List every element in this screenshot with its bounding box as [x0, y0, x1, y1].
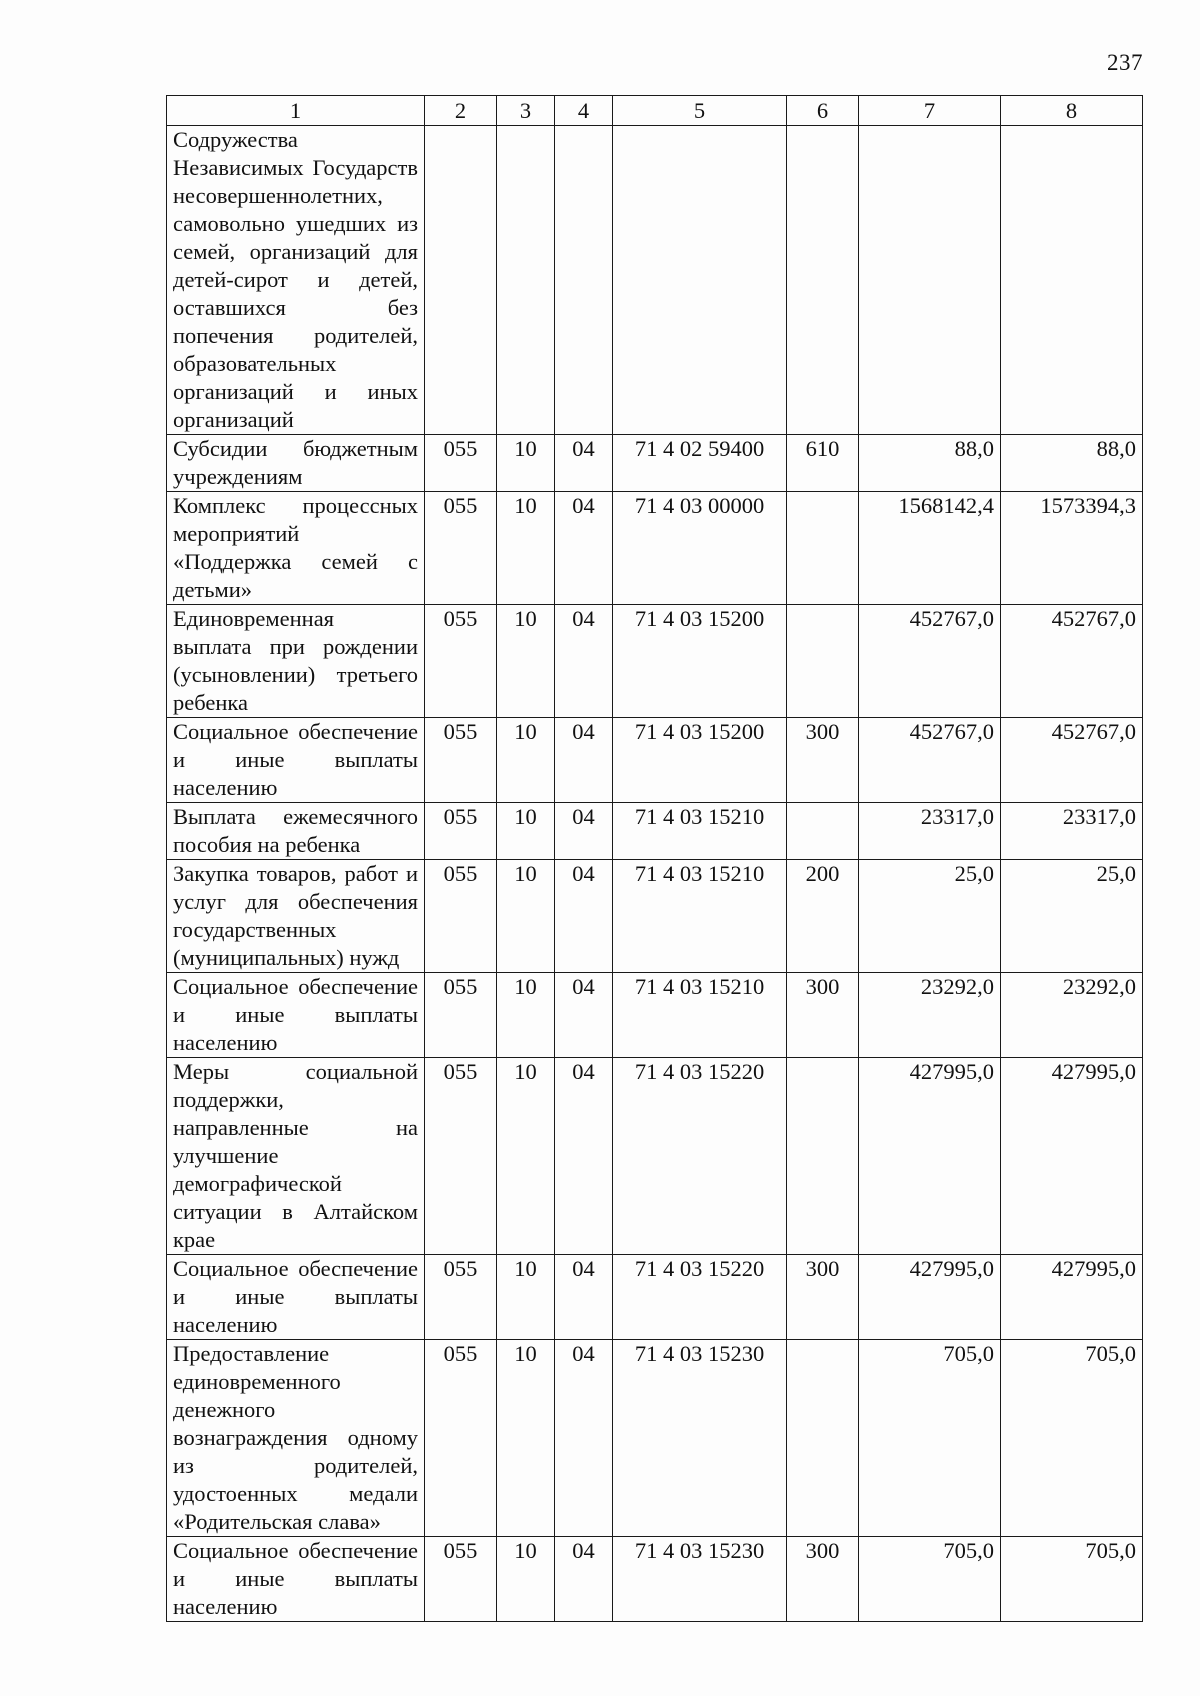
column-header: 7 [859, 96, 1001, 126]
row-description-cell: Социальное обеспечение и иные выплаты населению [167, 1537, 425, 1622]
target-article-cell: 71 4 03 15210 [613, 973, 787, 1058]
amount-year-2-cell: 88,0 [1001, 435, 1143, 492]
row-description-cell: Выплата ежемесячного пособия на ребенка [167, 803, 425, 860]
table-header-row [167, 96, 1143, 126]
amount-year-1-cell: 1568142,4 [859, 492, 1001, 605]
section-cell: 10 [497, 1255, 555, 1340]
target-article-cell: 71 4 02 59400 [613, 435, 787, 492]
column-header: 5 [613, 96, 787, 126]
amount-year-2-cell: 452767,0 [1001, 718, 1143, 803]
amount-year-2-cell: 25,0 [1001, 860, 1143, 973]
row-description-cell: Меры социальной поддержки, направленные на улучшение демографической ситуации в Алтайском крае [167, 1058, 425, 1255]
ministry-code-cell: 055 [425, 492, 497, 605]
ministry-code-cell: 055 [425, 435, 497, 492]
ministry-code-cell: 055 [425, 1255, 497, 1340]
amount-year-1-cell: 88,0 [859, 435, 1001, 492]
row-description-cell: Предоставление единовременного денежного вознаграждения одному из родителей, удостоенных медали «Родительская слава» [167, 1340, 425, 1537]
amount-year-1-cell: 25,0 [859, 860, 1001, 973]
table-row [167, 1537, 1143, 1622]
ministry-code-cell: 055 [425, 605, 497, 718]
section-cell: 10 [497, 1340, 555, 1537]
ministry-code-cell: 055 [425, 1058, 497, 1255]
table-row [167, 718, 1143, 803]
amount-year-2-cell: 23292,0 [1001, 973, 1143, 1058]
expense-type-cell: 300 [787, 973, 859, 1058]
amount-year-1-cell: 705,0 [859, 1537, 1001, 1622]
column-header: 1 [167, 96, 425, 126]
ministry-code-cell: 055 [425, 973, 497, 1058]
subsection-cell: 04 [555, 1537, 613, 1622]
table-row [167, 1340, 1143, 1537]
amount-year-1-cell: 452767,0 [859, 605, 1001, 718]
amount-year-1-cell: 705,0 [859, 1340, 1001, 1537]
section-cell: 10 [497, 860, 555, 973]
column-header: 6 [787, 96, 859, 126]
target-article-cell: 71 4 03 15200 [613, 605, 787, 718]
amount-year-2-cell: 452767,0 [1001, 605, 1143, 718]
column-header: 3 [497, 96, 555, 126]
amount-year-1-cell: 23317,0 [859, 803, 1001, 860]
target-article-cell: 71 4 03 15210 [613, 860, 787, 973]
column-header: 4 [555, 96, 613, 126]
ministry-code-cell: 055 [425, 1340, 497, 1537]
row-description-cell: Социальное обеспечение и иные выплаты населению [167, 718, 425, 803]
amount-year-2-cell: 23317,0 [1001, 803, 1143, 860]
budget-table [166, 95, 1143, 1622]
target-article-cell: 71 4 03 15230 [613, 1537, 787, 1622]
column-header: 2 [425, 96, 497, 126]
subsection-cell: 04 [555, 1255, 613, 1340]
ministry-code-cell: 055 [425, 1537, 497, 1622]
amount-year-2-cell [1001, 126, 1143, 435]
section-cell: 10 [497, 605, 555, 718]
subsection-cell: 04 [555, 973, 613, 1058]
expense-type-cell [787, 803, 859, 860]
target-article-cell: 71 4 03 15230 [613, 1340, 787, 1537]
subsection-cell: 04 [555, 1058, 613, 1255]
section-cell: 10 [497, 718, 555, 803]
expense-type-cell: 300 [787, 718, 859, 803]
row-description-cell: Закупка товаров, работ и услуг для обеспечения государственных (муниципальных) нужд [167, 860, 425, 973]
subsection-cell [555, 126, 613, 435]
section-cell: 10 [497, 803, 555, 860]
target-article-cell: 71 4 03 15220 [613, 1255, 787, 1340]
expense-type-cell: 200 [787, 860, 859, 973]
expense-type-cell: 610 [787, 435, 859, 492]
ministry-code-cell [425, 126, 497, 435]
section-cell: 10 [497, 435, 555, 492]
amount-year-2-cell: 705,0 [1001, 1537, 1143, 1622]
section-cell: 10 [497, 1058, 555, 1255]
amount-year-1-cell: 427995,0 [859, 1255, 1001, 1340]
table-row [167, 435, 1143, 492]
section-cell: 10 [497, 492, 555, 605]
table-row [167, 492, 1143, 605]
table-row [167, 1058, 1143, 1255]
amount-year-2-cell: 427995,0 [1001, 1058, 1143, 1255]
section-cell: 10 [497, 973, 555, 1058]
table-row [167, 803, 1143, 860]
row-description-cell: Социальное обеспечение и иные выплаты населению [167, 1255, 425, 1340]
subsection-cell: 04 [555, 492, 613, 605]
amount-year-2-cell: 705,0 [1001, 1340, 1143, 1537]
expense-type-cell [787, 126, 859, 435]
target-article-cell: 71 4 03 15200 [613, 718, 787, 803]
ministry-code-cell: 055 [425, 860, 497, 973]
subsection-cell: 04 [555, 605, 613, 718]
row-description-cell: Социальное обеспечение и иные выплаты населению [167, 973, 425, 1058]
amount-year-1-cell: 23292,0 [859, 973, 1001, 1058]
amount-year-1-cell: 427995,0 [859, 1058, 1001, 1255]
expense-type-cell: 300 [787, 1537, 859, 1622]
table-row [167, 126, 1143, 435]
target-article-cell: 71 4 03 00000 [613, 492, 787, 605]
section-cell: 10 [497, 1537, 555, 1622]
amount-year-1-cell: 452767,0 [859, 718, 1001, 803]
table-row [167, 973, 1143, 1058]
target-article-cell: 71 4 03 15220 [613, 1058, 787, 1255]
ministry-code-cell: 055 [425, 803, 497, 860]
row-description-cell: Комплекс процессных мероприятий «Поддержка семей с детьми» [167, 492, 425, 605]
target-article-cell: 71 4 03 15210 [613, 803, 787, 860]
column-header: 8 [1001, 96, 1143, 126]
subsection-cell: 04 [555, 1340, 613, 1537]
page-number: 237 [1107, 50, 1143, 75]
ministry-code-cell: 055 [425, 718, 497, 803]
row-description-cell: Содружества Независимых Государств несовершеннолетних, самовольно ушедших из семей, организаций для детей-сирот и детей, оставшихся без попечения родителей, образовательных организаций и иных организаций [167, 126, 425, 435]
subsection-cell: 04 [555, 803, 613, 860]
expense-type-cell [787, 1058, 859, 1255]
amount-year-2-cell: 427995,0 [1001, 1255, 1143, 1340]
expense-type-cell [787, 605, 859, 718]
target-article-cell [613, 126, 787, 435]
amount-year-1-cell [859, 126, 1001, 435]
subsection-cell: 04 [555, 718, 613, 803]
section-cell [497, 126, 555, 435]
expense-type-cell [787, 1340, 859, 1537]
table-row [167, 1255, 1143, 1340]
table-body [167, 126, 1143, 1622]
amount-year-2-cell: 1573394,3 [1001, 492, 1143, 605]
row-description-cell: Единовременная выплата при рождении (усыновлении) третьего ребенка [167, 605, 425, 718]
expense-type-cell [787, 492, 859, 605]
subsection-cell: 04 [555, 435, 613, 492]
row-description-cell: Субсидии бюджетным учреждениям [167, 435, 425, 492]
subsection-cell: 04 [555, 860, 613, 973]
table-row [167, 860, 1143, 973]
table-row [167, 605, 1143, 718]
expense-type-cell: 300 [787, 1255, 859, 1340]
